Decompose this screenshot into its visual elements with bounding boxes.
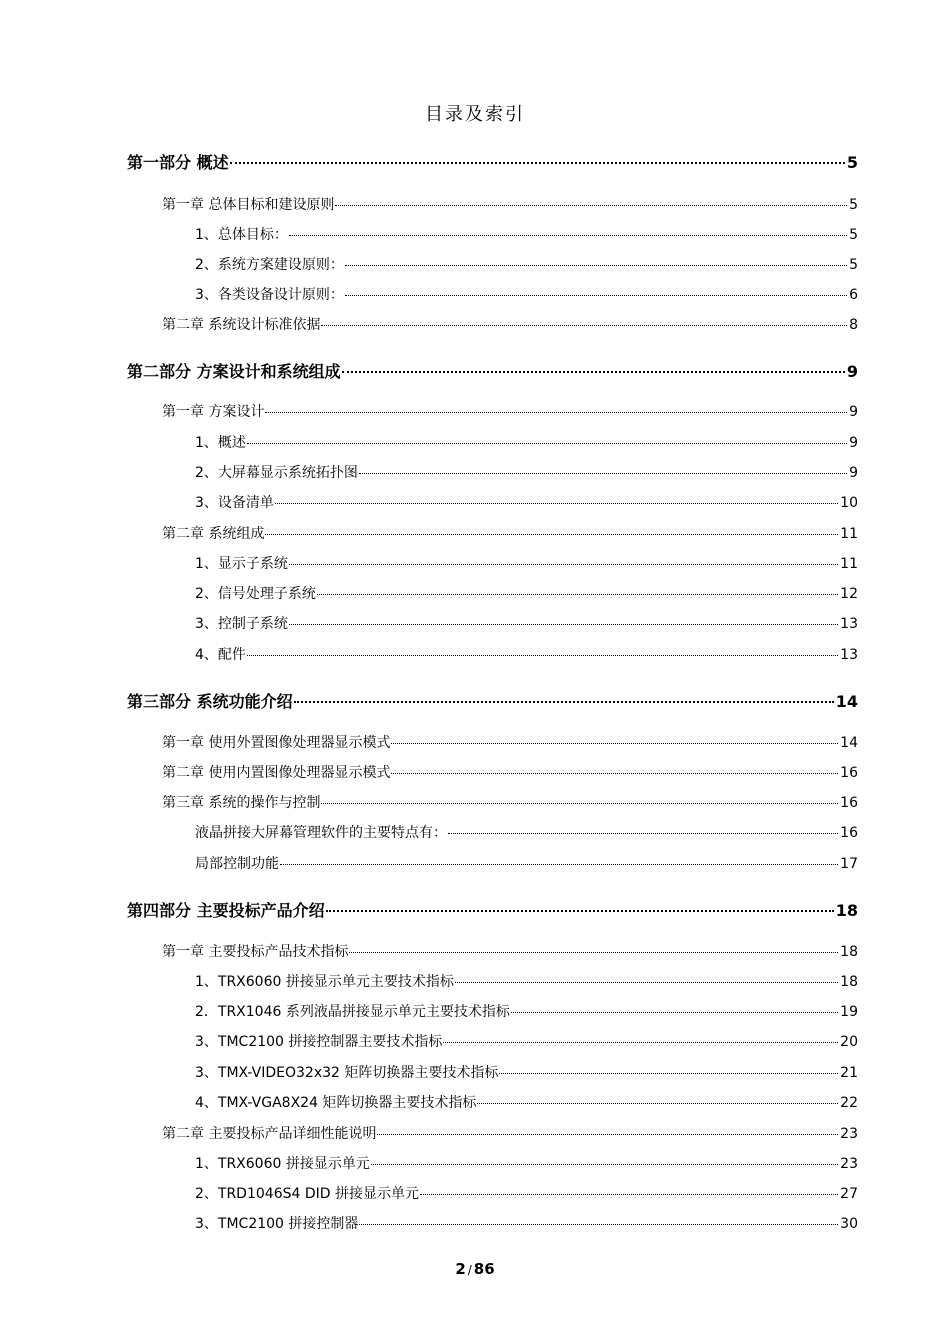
dot-leader bbox=[443, 1030, 838, 1046]
toc-entry-page-number: 9 bbox=[849, 435, 858, 451]
dot-leader bbox=[321, 791, 838, 807]
toc-entry-title: 第一章 使用外置图像处理器显示模式 bbox=[162, 735, 391, 751]
toc-entry-level3[interactable] bbox=[195, 612, 858, 632]
toc-entry-level3[interactable] bbox=[195, 852, 858, 872]
toc-entry-title: 3、控制子系统 bbox=[195, 616, 288, 632]
dot-leader bbox=[349, 940, 838, 956]
toc-entry-page-number: 9 bbox=[846, 362, 858, 381]
toc-entry-title: 第二章 系统设计标准依据 bbox=[162, 317, 321, 333]
toc-entry-level1[interactable] bbox=[127, 148, 858, 172]
toc-entry-title: 第一章 方案设计 bbox=[162, 404, 265, 420]
dot-leader bbox=[371, 1152, 838, 1168]
toc-entry-level3[interactable] bbox=[195, 283, 858, 303]
toc-entry-page-number: 20 bbox=[840, 1034, 858, 1050]
dot-leader bbox=[294, 687, 834, 707]
toc-entry-title: 第四部分 主要投标产品介绍 bbox=[127, 901, 325, 920]
toc-entry-title: 1、TRX6060 拼接显示单元主要技术指标 bbox=[195, 974, 454, 990]
toc-entry-level3[interactable] bbox=[195, 1152, 858, 1172]
toc-entry-page-number: 27 bbox=[840, 1186, 858, 1202]
dot-leader bbox=[359, 1212, 838, 1228]
toc-entry-page-number: 12 bbox=[840, 586, 858, 602]
toc-entry-level2[interactable] bbox=[162, 1122, 858, 1142]
toc-entry-title: 第二章 使用内置图像处理器显示模式 bbox=[162, 765, 391, 781]
toc-entry-level2[interactable] bbox=[162, 940, 858, 960]
toc-entry-title: 2、大屏幕显示系统拓扑图 bbox=[195, 465, 358, 481]
toc-entry-page-number: 21 bbox=[840, 1065, 858, 1081]
dot-leader bbox=[280, 852, 838, 868]
toc-entry-level3[interactable] bbox=[195, 643, 858, 663]
dot-leader bbox=[275, 491, 838, 507]
toc-entry-page-number: 16 bbox=[840, 795, 858, 811]
toc-entry-level3[interactable] bbox=[195, 1030, 858, 1050]
dot-leader bbox=[477, 1091, 838, 1107]
toc-entry-page-number: 6 bbox=[849, 287, 858, 303]
dot-leader bbox=[455, 970, 838, 986]
toc-entry-page-number: 11 bbox=[840, 526, 858, 542]
toc-entry-level3[interactable] bbox=[195, 1061, 858, 1081]
toc-entry-title: 3、各类设备设计原则： bbox=[195, 287, 344, 303]
dot-leader bbox=[377, 1122, 838, 1138]
toc-entry-page-number: 19 bbox=[840, 1004, 858, 1020]
toc-entry-level1[interactable] bbox=[127, 896, 858, 920]
toc-entry-title: 2．TRX1046 系列液晶拼接显示单元主要技术指标 bbox=[195, 1004, 510, 1020]
toc-entry-page-number: 9 bbox=[849, 404, 858, 420]
toc-entry-page-number: 30 bbox=[840, 1216, 858, 1232]
toc-entry-level2[interactable] bbox=[162, 193, 858, 213]
toc-entry-level1[interactable] bbox=[127, 687, 858, 711]
toc-entry-title: 3、TMX-VIDEO32x32 矩阵切换器主要技术指标 bbox=[195, 1065, 499, 1081]
toc-entry-page-number: 23 bbox=[840, 1126, 858, 1142]
toc-entry-title: 3、TMC2100 拼接控制器 bbox=[195, 1216, 359, 1232]
toc-entry-title: 第三部分 系统功能介绍 bbox=[127, 692, 293, 711]
toc-entry-title: 4、配件 bbox=[195, 647, 246, 663]
toc-entry-title: 2、TRD1046S4 DID 拼接显示单元 bbox=[195, 1186, 419, 1202]
toc-entry-title: 2、系统方案建设原则： bbox=[195, 257, 344, 273]
toc-entry-level3[interactable] bbox=[195, 253, 858, 273]
dot-leader bbox=[321, 313, 847, 329]
toc-entry-title: 1、TRX6060 拼接显示单元 bbox=[195, 1156, 370, 1172]
toc-entry-level2[interactable] bbox=[162, 731, 858, 751]
toc-entry-page-number: 8 bbox=[849, 317, 858, 333]
toc-entry-page-number: 9 bbox=[849, 465, 858, 481]
page-footer bbox=[0, 1260, 950, 1278]
toc-entry-page-number: 18 bbox=[840, 974, 858, 990]
toc-entry-level2[interactable] bbox=[162, 400, 858, 420]
dot-leader bbox=[335, 193, 847, 209]
dot-leader bbox=[345, 253, 847, 269]
dot-leader bbox=[345, 283, 847, 299]
dot-leader bbox=[289, 612, 838, 628]
page-total: 86 bbox=[473, 1260, 495, 1278]
toc-entry-title: 第二部分 方案设计和系统组成 bbox=[127, 362, 341, 381]
toc-entry-level3[interactable] bbox=[195, 582, 858, 602]
toc-entry-level1[interactable] bbox=[127, 357, 858, 381]
toc-entry-level3[interactable] bbox=[195, 431, 858, 451]
dot-leader bbox=[289, 223, 847, 239]
toc-entry-level2[interactable] bbox=[162, 761, 858, 781]
toc-entry-page-number: 16 bbox=[840, 825, 858, 841]
toc-entry-page-number: 10 bbox=[840, 495, 858, 511]
toc-entry-title: 第二章 主要投标产品详细性能说明 bbox=[162, 1126, 377, 1142]
toc-entry-title: 1、显示子系统 bbox=[195, 556, 288, 572]
dot-leader bbox=[499, 1061, 838, 1077]
toc-entry-title: 3、设备清单 bbox=[195, 495, 274, 511]
toc-entry-title: 第一章 主要投标产品技术指标 bbox=[162, 944, 349, 960]
toc-entry-title: 第一部分 概述 bbox=[127, 153, 229, 172]
toc-entry-level3[interactable] bbox=[195, 1182, 858, 1202]
page-current: 2 bbox=[455, 1260, 466, 1278]
dot-leader bbox=[391, 761, 838, 777]
toc-entry-page-number: 18 bbox=[835, 901, 858, 920]
toc-entry-page-number: 13 bbox=[840, 616, 858, 632]
toc-entry-title: 第三章 系统的操作与控制 bbox=[162, 795, 321, 811]
toc-entry-level2[interactable] bbox=[162, 791, 858, 811]
toc-entry-page-number: 11 bbox=[840, 556, 858, 572]
toc-entry-title: 4、TMX-VGA8X24 矩阵切换器主要技术指标 bbox=[195, 1095, 477, 1111]
toc-entry-level3[interactable] bbox=[195, 1091, 858, 1111]
toc-entry-page-number: 14 bbox=[840, 735, 858, 751]
toc-entry-page-number: 5 bbox=[849, 257, 858, 273]
dot-leader bbox=[265, 522, 838, 538]
toc-entry-title: 液晶拼接大屏幕管理软件的主要特点有： bbox=[195, 825, 447, 841]
dot-leader bbox=[511, 1000, 838, 1016]
toc-entry-page-number: 5 bbox=[846, 153, 858, 172]
toc-entry-page-number: 5 bbox=[849, 197, 858, 213]
toc-entry-page-number: 13 bbox=[840, 647, 858, 663]
dot-leader bbox=[326, 896, 834, 916]
toc-entry-level3[interactable] bbox=[195, 223, 858, 243]
dot-leader bbox=[317, 582, 838, 598]
toc-entry-title: 局部控制功能 bbox=[195, 856, 279, 872]
toc-entry-level3[interactable] bbox=[195, 461, 858, 481]
toc-entry-title: 1、总体目标： bbox=[195, 227, 288, 243]
dot-leader bbox=[391, 731, 838, 747]
dot-leader bbox=[265, 400, 847, 416]
toc-entry-level3[interactable] bbox=[195, 970, 858, 990]
dot-leader bbox=[247, 431, 847, 447]
dot-leader bbox=[342, 357, 845, 377]
toc-entry-level2[interactable] bbox=[162, 313, 858, 333]
toc-entry-level3[interactable] bbox=[195, 821, 858, 841]
toc-entry-page-number: 22 bbox=[840, 1095, 858, 1111]
dot-leader bbox=[359, 461, 847, 477]
toc-entry-page-number: 16 bbox=[840, 765, 858, 781]
toc-entry-title: 1、概述 bbox=[195, 435, 246, 451]
dot-leader bbox=[230, 148, 845, 168]
toc-entry-level3[interactable] bbox=[195, 491, 858, 511]
dot-leader bbox=[448, 821, 838, 837]
toc-entry-level3[interactable] bbox=[195, 1000, 858, 1020]
toc-entry-page-number: 14 bbox=[835, 692, 858, 711]
toc-entry-page-number: 18 bbox=[840, 944, 858, 960]
toc-entry-title: 3、TMC2100 拼接控制器主要技术指标 bbox=[195, 1034, 443, 1050]
toc-entry-level3[interactable] bbox=[195, 1212, 858, 1232]
page-separator: / bbox=[467, 1263, 472, 1277]
toc-entry-level3[interactable] bbox=[195, 552, 858, 572]
dot-leader bbox=[247, 643, 838, 659]
toc-entry-page-number: 23 bbox=[840, 1156, 858, 1172]
toc-entry-page-number: 5 bbox=[849, 227, 858, 243]
page-title: 目录及索引 bbox=[425, 104, 525, 125]
toc-entry-title: 第二章 系统组成 bbox=[162, 526, 265, 542]
toc-entry-page-number: 17 bbox=[840, 856, 858, 872]
toc-entry-title: 第一章 总体目标和建设原则 bbox=[162, 197, 335, 213]
dot-leader bbox=[289, 552, 838, 568]
dot-leader bbox=[420, 1182, 838, 1198]
toc-entry-level2[interactable] bbox=[162, 522, 858, 542]
toc-entry-title: 2、信号处理子系统 bbox=[195, 586, 316, 602]
